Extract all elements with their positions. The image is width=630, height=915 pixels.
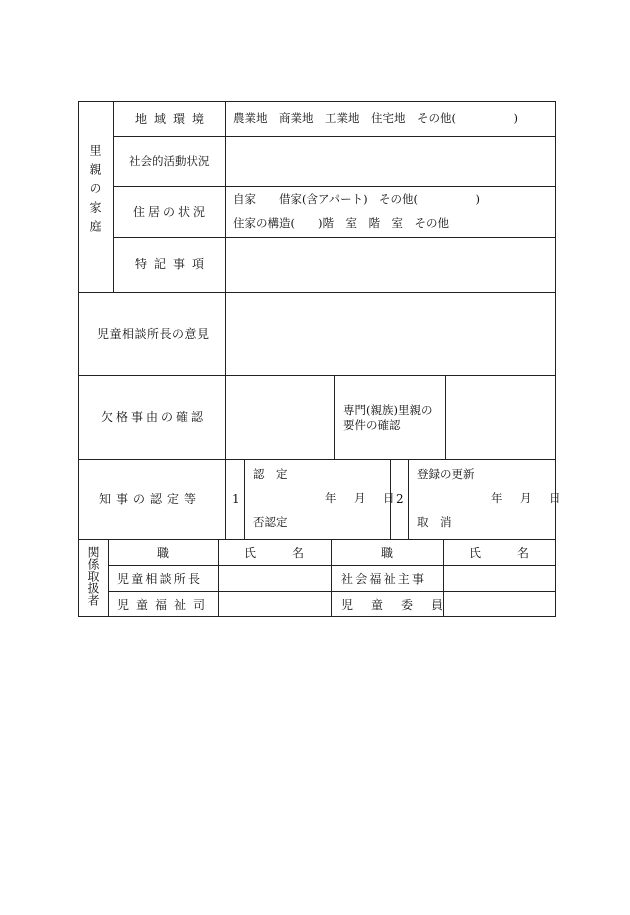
section-divider [79,539,556,540]
col-divider [408,459,409,539]
family-section-label: 里親の家庭 [88,144,102,239]
header-name-1: 氏 名 [244,546,305,560]
role-director: 児童相談所長 [117,572,203,586]
row-divider [113,237,556,238]
header-position-2: 職 [381,546,394,560]
role-child-commissioner: 児童委員 [341,598,462,612]
col-divider [225,102,226,539]
col1-number: 1 [232,492,240,506]
header-name-2: 氏 名 [469,546,530,560]
col-divider [331,539,332,617]
approve-label: 認 定 [253,467,288,481]
role-child-welfare-officer: 児童福祉司 [117,598,213,612]
section-divider [79,292,556,293]
specialist-label-line1: 専門(親族)里親の [343,403,433,417]
section-divider [79,375,556,376]
housing-value-line2: 住家の構造( )階 室 階 室 その他 [233,216,449,230]
col1-date: 年 月 日 [325,491,398,505]
col-divider [334,375,335,459]
disqualification-label: 欠格事由の確認 [101,410,207,424]
role-social-welfare-officer: 社会福祉主事 [341,572,427,586]
row-divider [108,591,556,592]
housing-value-line1: 自家 借家(含アパート) その他( ) [233,192,481,206]
col-divider [218,539,219,617]
special-notes-label: 特記事項 [135,257,212,271]
social-activity-label: 社会的活動状況 [129,154,210,168]
row-divider [113,186,556,187]
officials-section-label: 関係取扱者 [86,546,100,606]
row-divider [108,565,556,566]
specialist-label-line2: 要件の確認 [343,418,401,432]
deny-label: 否認定 [253,515,288,529]
form-table [78,101,564,617]
col-divider [113,102,114,292]
housing-label: 住居の状況 [133,205,209,219]
cancel-label: 取 消 [417,515,452,529]
director-opinion-label: 児童相談所長の意見 [97,327,210,341]
environment-label: 地域環境 [135,112,212,126]
col-divider [108,539,109,617]
renewal-label: 登録の更新 [417,467,475,481]
col-divider [445,375,446,459]
col-divider [244,459,245,539]
environment-value: 農業地 商業地 工業地 住宅地 その他( ) [233,111,518,125]
col2-number: 2 [396,492,404,506]
governor-label: 知事の認定等 [99,492,202,506]
row-divider [113,136,556,137]
header-position-1: 職 [157,546,170,560]
section-divider [79,459,556,460]
col2-date: 年 月 日 [491,491,564,505]
